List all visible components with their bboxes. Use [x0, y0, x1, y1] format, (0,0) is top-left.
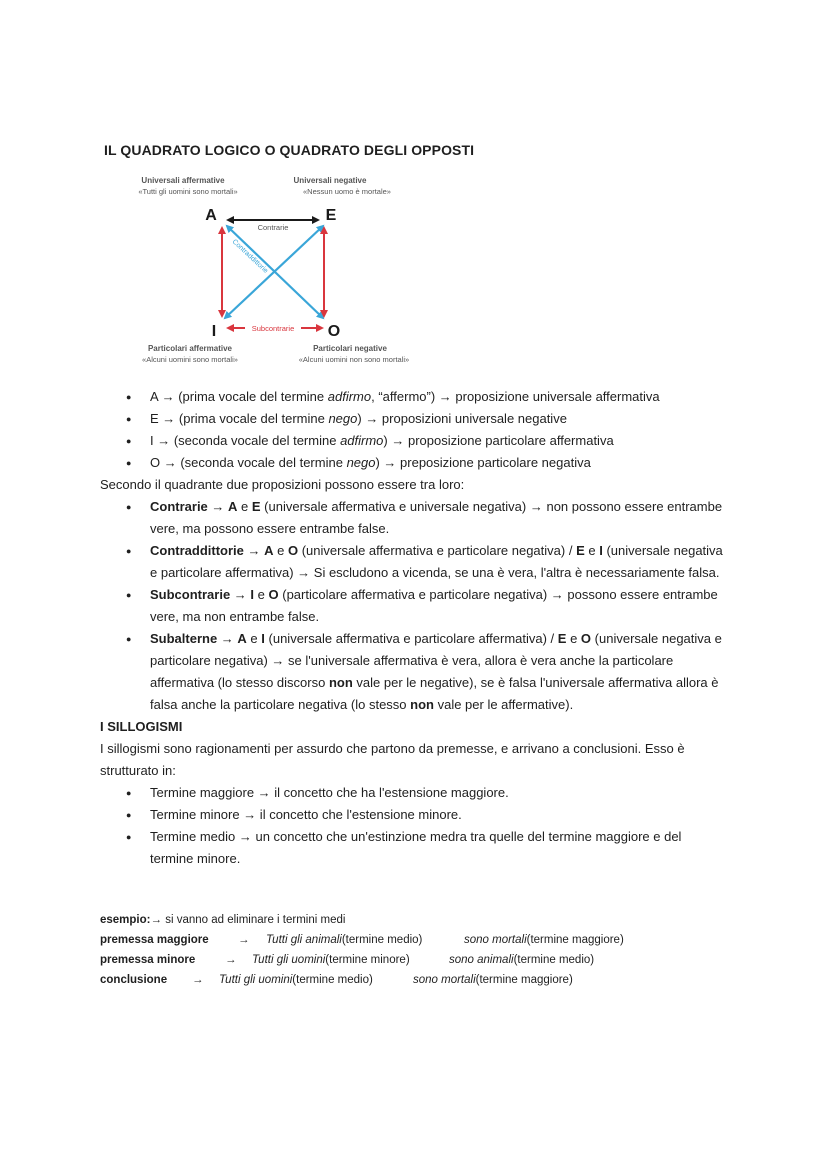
example-row-arrow: →	[238, 934, 250, 946]
page-title: IL QUADRATO LOGICO O QUADRATO DEGLI OPPOSTI	[104, 142, 475, 158]
example-row-label: premessa minore	[100, 954, 196, 966]
top-right-caption: Universali negative	[293, 176, 367, 185]
list-item: ● Termine minore → il concetto che l'estensione minore.	[100, 804, 728, 826]
sillogismi-terms-list	[100, 782, 728, 870]
logical-square-diagram	[118, 172, 438, 372]
top-left-caption: Universali affermative	[141, 176, 225, 185]
letter-i: I	[211, 323, 217, 340]
main-content	[100, 474, 728, 870]
relation-contrarie: ● Contrarie → A e E (universale affermativa e universale negativa) → non possono essere entrambe vere, ma possono essere entrambe false.	[100, 496, 728, 540]
bottom-left-caption: Particolari affermative	[147, 344, 233, 353]
sillogismi-intro: I sillogismi sono ragionamenti per assurdo che partono da premesse, e arrivano a conclusioni. Esso è strutturato in:	[100, 741, 685, 778]
relations-intro: Secondo il quadrante due proposizioni possono essere tra loro:	[100, 477, 465, 492]
example-row-arrow: →	[225, 954, 237, 966]
relation-subcontrarie: ● Subcontrarie → I e O (particolare affermativa e particolare negativa) → possono essere entrambe vere, ma non entrambe false.	[100, 584, 728, 628]
letter-a: A	[205, 207, 217, 224]
example-label: esempio:	[100, 914, 151, 926]
list-item: ● I → (seconda vocale del termine adfirmo) → proposizione particolare affermativa	[100, 430, 740, 452]
top-left-example: «Tutti gli uomini sono mortali»	[138, 187, 238, 196]
relations-list	[100, 496, 728, 716]
list-item: ● E → (prima vocale del termine nego) → proposizioni universale negative	[100, 408, 740, 430]
bottom-right-example: «Alcuni uomini non sono mortali»	[298, 355, 410, 364]
example-row-arrow: →	[192, 974, 204, 986]
contraddittorie-label: Contraddittorie	[230, 238, 269, 275]
example-row: premessa minore → Tutti gli uomini (termine minore) sono animali (termine medio)	[100, 950, 740, 970]
letter-o: O	[327, 323, 341, 340]
list-item: ● Termine medio → un concetto che un'estinzione medra tra quelle del termine maggiore e del termine minore.	[100, 826, 728, 870]
top-right-example: «Nessun uomo è mortale»	[303, 187, 391, 196]
relation-subalterne: ● Subalterne → A e I (universale affermativa e particolare affermativa) / E e O (universale negativa e particolare negativa) → se l'universale affermativa è vera, allora è vera anche la particolare affermativa (lo stesso discorso non vale per le negative), se è falsa l'universale affermativa allora è falsa anche la particolare negativa (lo stesso non vale per le affermative).	[100, 628, 728, 716]
letter-e: E	[325, 207, 337, 224]
example-row: premessa maggiore → Tutti gli animali (termine medio) sono mortali (termine maggiore)	[100, 930, 740, 950]
list-item: ● Termine maggiore → il concetto che ha l'estensione maggiore.	[100, 782, 728, 804]
subcontrarie-label: Subcontrarie	[251, 324, 295, 333]
sillogismi-heading: I SILLOGISMI	[100, 719, 183, 734]
bottom-left-example: «Alcuni uomini sono mortali»	[142, 355, 238, 364]
contrarie-label: Contrarie	[257, 223, 289, 232]
bottom-right-caption: Particolari negative	[313, 344, 387, 353]
relation-contraddittorie: ● Contraddittorie → A e O (universale affermativa e particolare negativa) / E e I (universale negativa e particolare affermativa) → Si escludono a vicenda, se una è vera, l'altra è necessariamente falsa.	[100, 540, 728, 584]
example-row: conclusione → Tutti gli uomini (termine medio) sono mortali (termine maggiore)	[100, 970, 740, 990]
syllogism-example	[100, 910, 740, 990]
example-row-label: conclusione	[100, 974, 168, 986]
example-heading-row	[100, 910, 740, 930]
example-row-label: premessa maggiore	[100, 934, 209, 946]
list-item: ● A → (prima vocale del termine adfirmo, “affermo”) → proposizione universale affermativa	[100, 386, 740, 408]
list-item: ● O → (seconda vocale del termine nego) → preposizione particolare negativa	[100, 452, 740, 474]
vowel-list	[100, 386, 740, 474]
example-note: → si vanno ad eliminare i termini medi	[150, 914, 346, 926]
